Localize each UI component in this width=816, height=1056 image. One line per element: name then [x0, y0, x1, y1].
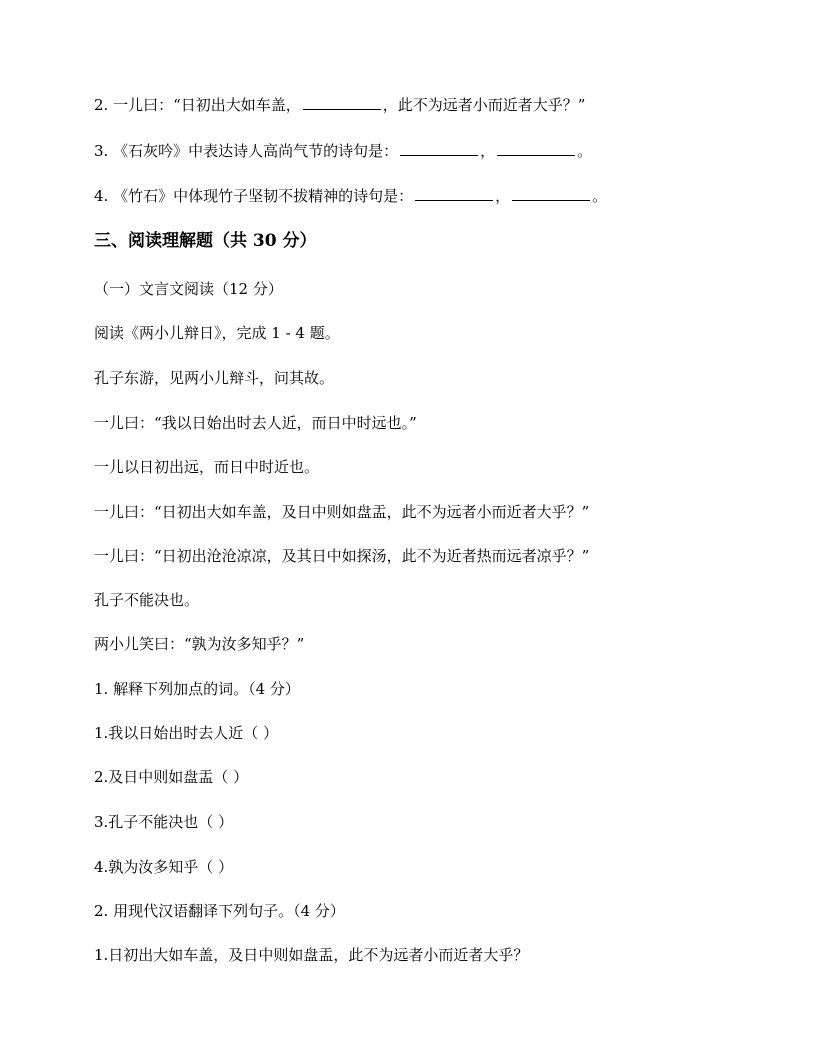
section-heading: 三、阅读理解题（共 30 分） [94, 231, 317, 251]
fill-question-4-after: 。 [592, 187, 608, 205]
question-1-item[interactable]: 3.孔子不能决也（ ） [94, 813, 234, 831]
question-1-item[interactable]: 4.孰为汝多知乎（ ） [94, 858, 234, 876]
reading-instruction: 阅读《两小儿辩日》，完成 1 - 4 题。 [94, 324, 340, 342]
passage-line: 两小儿笑曰：“孰为汝多知乎？” [94, 635, 305, 653]
fill-question-4-before: 4. 《竹石》中体现竹子坚韧不拔精神的诗句是： [94, 187, 414, 205]
passage-line: 一儿曰：“日初出大如车盖，及日中则如盘盂，此不为远者小而近者大乎？” [94, 503, 590, 521]
answer-blank[interactable] [400, 141, 478, 156]
answer-blank[interactable] [303, 95, 381, 110]
fill-question-2-before: 2. 一儿曰：“日初出大如车盖， [94, 96, 301, 114]
question-1-item[interactable]: 2.及日中则如盘盂（ ） [94, 768, 249, 786]
passage-line: 一儿曰：“日初出沧沧凉凉，及其日中如探汤，此不为近者热而远者凉乎？” [94, 547, 590, 565]
fill-question-2-after: ，此不为远者小而近者大乎？” [382, 96, 586, 114]
fill-question-3-before: 3. 《石灰吟》中表达诗人高尚气节的诗句是： [94, 142, 399, 160]
fill-question-3-mid: ， [480, 142, 496, 160]
answer-blank[interactable] [497, 141, 575, 156]
answer-blank[interactable] [415, 186, 493, 201]
passage-line: 孔子东游，见两小儿辩斗，问其故。 [94, 369, 335, 387]
question-2-prompt: 2. 用现代汉语翻译下列句子。（4 分） [94, 902, 345, 920]
passage-line: 孔子不能决也。 [94, 591, 200, 609]
question-2-item: 1.日初出大如车盖，及日中则如盘盂，此不为远者小而近者大乎？ [94, 946, 529, 964]
fill-question-2 [94, 95, 585, 115]
section-subheading: （一）文言文阅读（12 分） [94, 280, 283, 298]
fill-question-4-mid: ， [495, 187, 511, 205]
question-1-prompt: 1. 解释下列加点的词。（4 分） [94, 680, 300, 698]
fill-question-4 [94, 186, 607, 206]
question-1-item[interactable]: 1.我以日始出时去人近（ ） [94, 724, 279, 742]
fill-question-3 [94, 141, 592, 161]
passage-line: 一儿曰：“我以日始出时去人近，而日中时远也。” [94, 414, 417, 432]
answer-blank[interactable] [512, 186, 590, 201]
fill-question-3-after: 。 [577, 142, 593, 160]
passage-line: 一儿以日初出远，而日中时近也。 [94, 458, 320, 476]
